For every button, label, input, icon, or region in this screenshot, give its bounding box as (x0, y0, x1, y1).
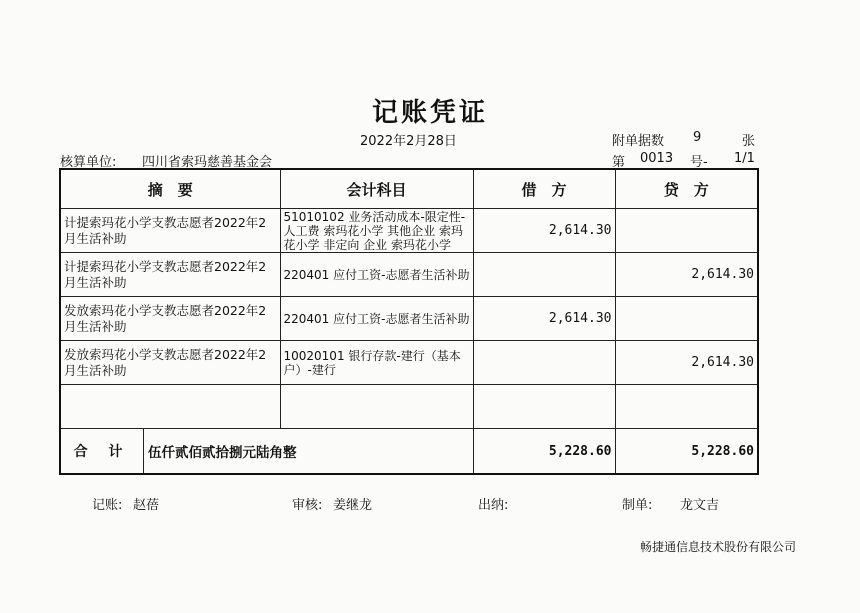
credit-cell: 2,614.30 (615, 341, 758, 385)
table-row (60, 253, 758, 297)
table-row (60, 341, 758, 385)
account-cell: 51010102 业务活动成本-限定性-人工费 索玛花小学 其他企业 索玛花小学 非定向 企业 索玛花小学 (280, 209, 473, 253)
debit-cell: 2,614.30 (473, 209, 615, 253)
reviewer-label: 审核: (292, 498, 323, 513)
reviewer-name: 姜继龙 (333, 498, 373, 513)
bookkeeper-label: 记账: (92, 498, 123, 513)
col-header-debit: 借 方 (473, 169, 615, 209)
cashier-label: 出纳: (478, 498, 509, 513)
debit-cell: 2,614.30 (473, 297, 615, 341)
page-number: 1/1 (734, 151, 755, 166)
total-label: 合 计 (61, 429, 144, 473)
col-header-credit: 贷 方 (615, 169, 758, 209)
credit-cell (615, 209, 758, 253)
debit-cell (473, 253, 615, 297)
col-header-summary: 摘 要 (60, 169, 280, 209)
attachments-label: 附单据数 (612, 134, 665, 149)
accounting-unit-label: 核算单位: (60, 155, 117, 170)
empty-cell (60, 385, 280, 429)
table-row (60, 209, 758, 253)
voucher-no-label: 第 (612, 155, 626, 170)
preparer-name: 龙文吉 (680, 498, 720, 513)
account-cell: 220401 应付工资-志愿者生活补助 (280, 297, 473, 341)
attachments-count: 9 (693, 130, 702, 145)
summary-cell: 发放索玛花小学支教志愿者2022年2月生活补助 (60, 297, 280, 341)
table-row (60, 297, 758, 341)
credit-cell: 2,614.30 (615, 253, 758, 297)
preparer-label: 制单: (622, 498, 653, 513)
debit-cell (473, 341, 615, 385)
credit-cell (615, 297, 758, 341)
total-debit: 5,228.60 (473, 429, 615, 475)
bookkeeper-name: 赵蓓 (133, 498, 160, 513)
account-cell: 220401 应付工资-志愿者生活补助 (280, 253, 473, 297)
accounting-unit-value: 四川省索玛慈善基金会 (142, 155, 273, 170)
empty-cell (280, 385, 473, 429)
total-credit: 5,228.60 (615, 429, 758, 475)
voucher-title: 记账凭证 (371, 98, 488, 128)
summary-cell: 计提索玛花小学支教志愿者2022年2月生活补助 (60, 209, 280, 253)
voucher-no-suffix: 号- (690, 155, 708, 170)
software-company: 畅捷通信息技术股份有限公司 (640, 540, 797, 554)
total-amount-words: 伍仟贰佰贰拾捌元陆角整 (148, 445, 297, 461)
empty-cell (473, 385, 615, 429)
col-header-account: 会计科目 (280, 169, 473, 209)
voucher-no: 0013 (640, 151, 674, 166)
account-cell: 10020101 银行存款-建行（基本户）-建行 (280, 341, 473, 385)
summary-cell: 计提索玛花小学支教志愿者2022年2月生活补助 (60, 253, 280, 297)
total-row (60, 429, 758, 475)
table-header-row (60, 169, 758, 209)
attachments-unit: 张 (742, 134, 756, 149)
empty-cell (615, 385, 758, 429)
summary-cell: 发放索玛花小学支教志愿者2022年2月生活补助 (60, 341, 280, 385)
voucher-table (59, 168, 759, 475)
voucher-date: 2022年2月28日 (360, 134, 457, 149)
empty-row (60, 385, 758, 429)
